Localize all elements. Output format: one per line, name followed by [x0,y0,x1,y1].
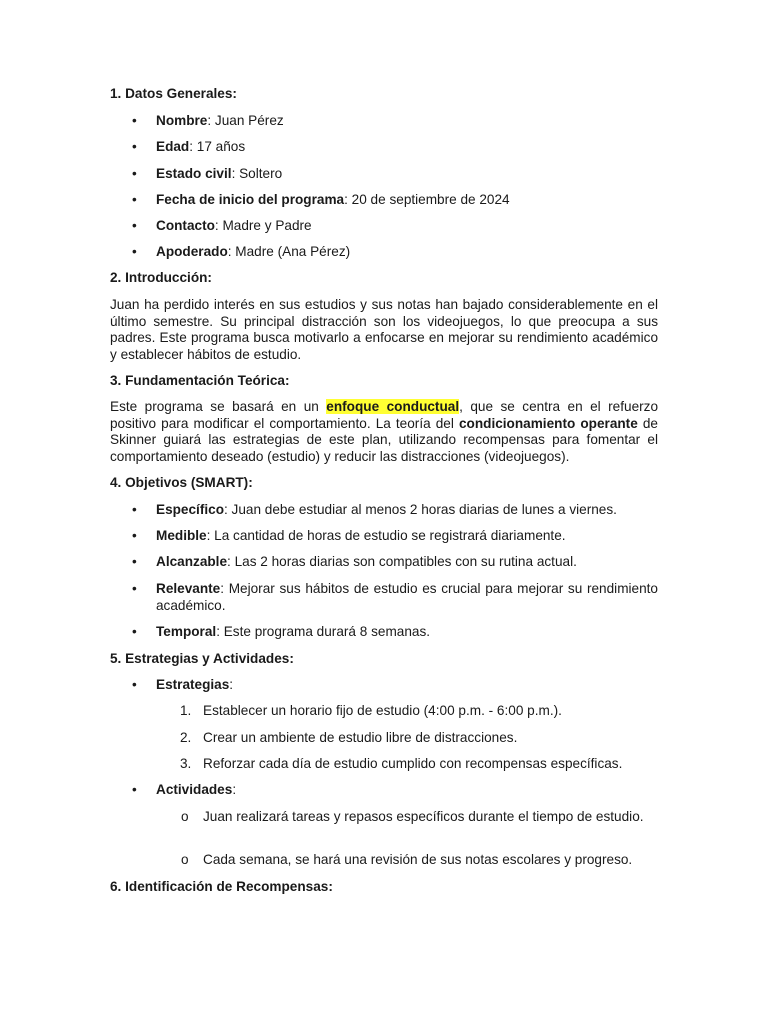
item-label: Relevante [156,581,221,596]
item-value: : Juan debe estudiar al menos 2 horas diarias de lunes a viernes. [224,502,617,517]
bullet-icon: • [132,139,137,154]
item-label: Edad [156,139,190,154]
item-label: Temporal [156,624,217,639]
bullet-icon: • [132,192,137,207]
bullet-icon: • [132,581,137,596]
list-number: 3. [180,756,192,771]
bullet-icon: • [132,218,137,233]
item-value: : Juan Pérez [207,113,284,128]
item-label: Actividades [156,782,233,797]
bullet-icon: • [132,528,137,543]
section-heading-objetivos: 4. Objetivos (SMART): [110,475,253,490]
list-number: 1. [180,703,192,718]
bullet-icon: • [132,782,137,797]
bullet-icon: • [132,113,137,128]
item-label: Alcanzable [156,554,228,569]
section-heading-datos-generales: 1. Datos Generales: [110,86,237,101]
circle-bullet-icon: o [181,809,189,824]
item-text: Cada semana, se hará una revisión de sus notas escolares y progreso. [203,852,633,867]
item-value: : Madre (Ana Pérez) [227,244,351,259]
item-value: : Las 2 horas diarias son compatibles con su rutina actual. [227,554,577,569]
list-number: 2. [180,730,192,745]
item-label: Apoderado [156,244,228,259]
section-heading-introduccion: 2. Introducción: [110,270,212,285]
bullet-icon: • [132,677,137,692]
item-value: : Este programa durará 8 semanas. [216,624,431,639]
item-value: : Madre y Padre [214,218,312,233]
item-label: Estado civil [156,166,232,181]
bullet-icon: • [132,166,137,181]
circle-bullet-icon: o [181,852,189,867]
bullet-icon: • [132,624,137,639]
item-label: Contacto [156,218,215,233]
item-label: Medible [156,528,207,543]
item-label: Específico [156,502,224,517]
item-label: Estrategias [156,677,230,692]
highlighted-term: enfoque conductual [326,399,460,414]
item-text: Crear un ambiente de estudio libre de distracciones. [203,730,518,745]
section-heading-fundamentacion: 3. Fundamentación Teórica: [110,373,290,388]
item-value: : 17 años [189,139,246,154]
bullet-icon: • [132,554,137,569]
item-text: Establecer un horario fijo de estudio (4:00 p.m. - 6:00 p.m.). [203,703,562,718]
theory-paragraph: Este programa se basará en un enfoque conductual, que se centra en el refuerzo positivo para modificar el comportamiento. La teoría del condicionamiento operante de Skinner guiará las estrategias de este plan, utilizando recompensas para fomentar el comportamiento deseado (estudio) y reducir las distracciones (videojuegos). [110,399,659,464]
item-value: : Mejorar sus hábitos de estudio es crucial para mejorar su rendimiento académico. [156,581,658,613]
bullet-icon: • [132,502,137,517]
bold-term: condicionamiento operante [458,415,638,431]
bullet-icon: • [132,244,137,259]
item-value: : Soltero [231,166,283,181]
item-value: : 20 de septiembre de 2024 [344,192,510,207]
item-label: Nombre [156,113,208,128]
section-heading-recompensas: 6. Identificación de Recompensas: [110,879,333,894]
intro-paragraph: Juan ha perdido interés en sus estudios y sus notas han bajado considerablemente en el último semestre. Su principal distracción son los videojuegos, lo que preocupa a sus padres. Este programa busca motivarlo a enfocarse en mejorar su rendimiento académico y establecer hábitos de estudio. [110,297,658,362]
item-text: Reforzar cada día de estudio cumplido con recompensas específicas. [203,756,623,771]
item-value: : La cantidad de horas de estudio se registrará diariamente. [206,528,566,543]
item-label: Fecha de inicio del programa [156,192,345,207]
item-text: Juan realizará tareas y repasos específicos durante el tiempo de estudio. [203,809,644,824]
section-heading-estrategias: 5. Estrategias y Actividades: [110,651,294,666]
